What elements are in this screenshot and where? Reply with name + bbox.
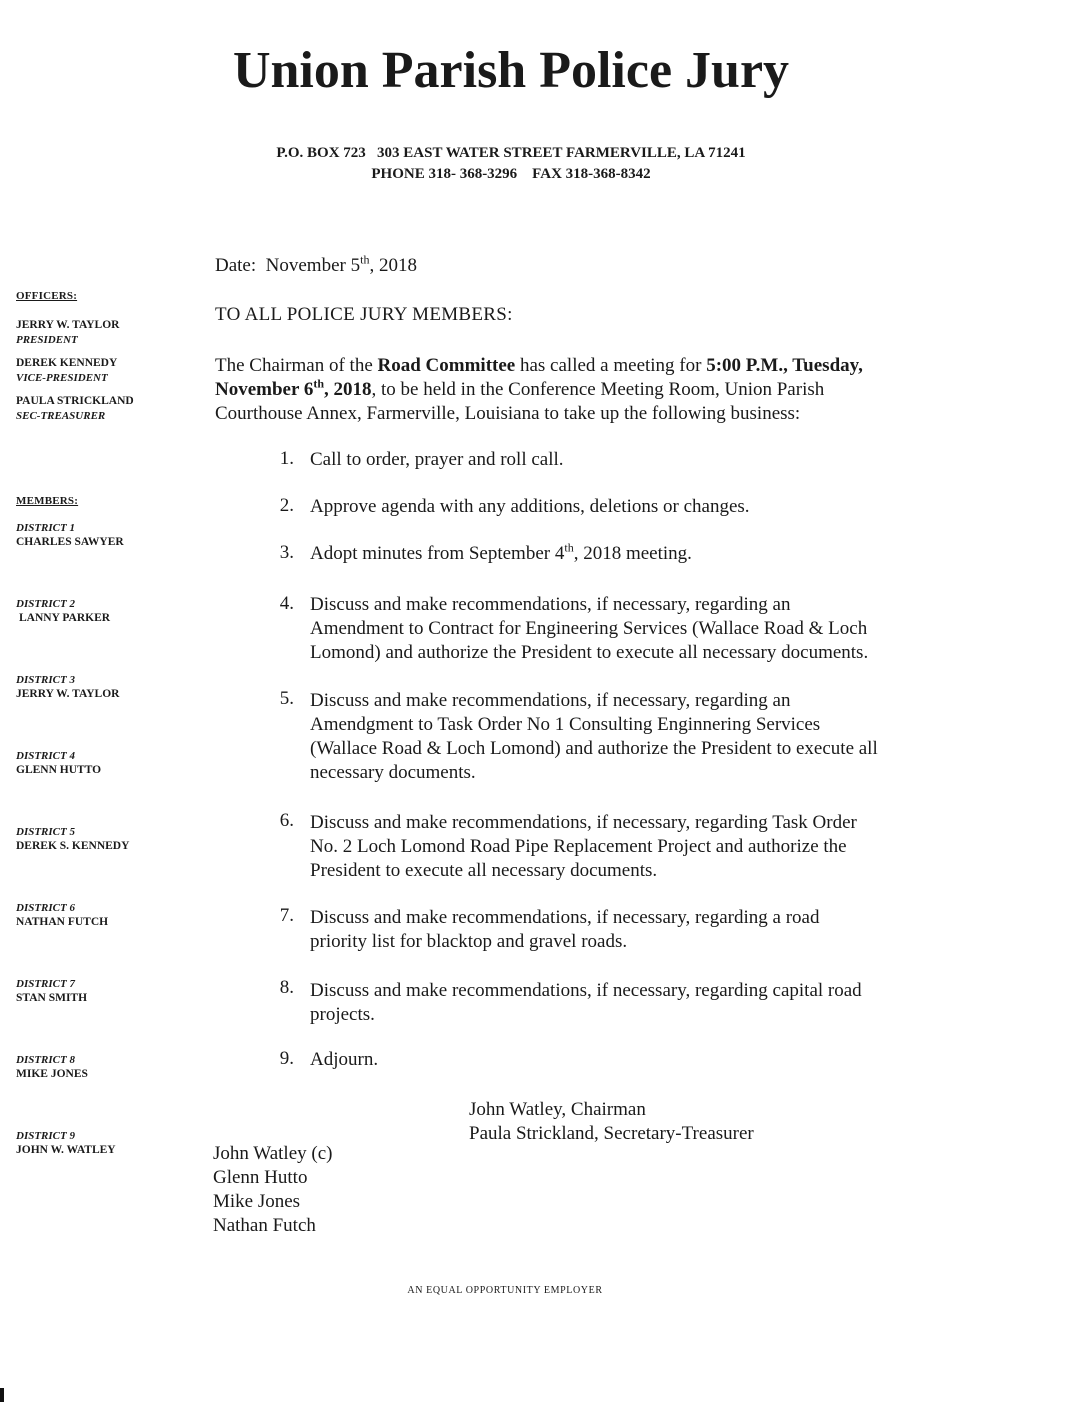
member-name: CHARLES SAWYER	[16, 536, 124, 548]
agenda-number: 7.	[279, 905, 294, 926]
member-name: GLENN HUTTO	[16, 764, 102, 776]
officer-role: VICE-PRESIDENT	[16, 372, 108, 384]
meeting-date-year: , 2018	[324, 379, 372, 400]
member-name: JERRY W. TAYLOR	[16, 688, 120, 700]
letterhead-address	[0, 143, 1022, 185]
member-name: STAN SMITH	[16, 992, 88, 1004]
member-district: DISTRICT 3	[16, 674, 75, 686]
signature-line: John Watley, Chairman	[469, 1099, 646, 1120]
agenda-line: Adjourn.	[310, 1049, 379, 1070]
agenda-item	[310, 542, 960, 566]
intro-line-2	[215, 378, 960, 402]
address-line-2: PHONE 318- 368-3296 FAX 318-368-8342	[371, 166, 651, 182]
address-line-1: P.O. BOX 723 303 EAST WATER STREET FARMERVILLE, LA 71241	[276, 145, 746, 161]
agenda-item	[310, 979, 960, 1027]
officer-entry	[16, 318, 196, 347]
agenda-line: No. 2 Loch Lomond Road Pipe Replacement Project and authorize the	[310, 836, 847, 857]
agenda-line: Lomond) and authorize the President to execute all necessary documents.	[310, 642, 869, 663]
member-name: LANNY PARKER	[19, 612, 111, 624]
agenda-item	[310, 448, 960, 472]
agenda-line: Adopt minutes from September 4	[310, 543, 565, 564]
member-district: DISTRICT 1	[16, 522, 75, 534]
agenda-line: Discuss and make recommendations, if necessary, regarding an	[310, 690, 791, 711]
date-value: November 5	[265, 255, 361, 276]
member-name: JOHN W. WATLEY	[16, 1144, 116, 1156]
intro-text: , to be held in the Conference Meeting Room, Union Parish	[371, 379, 825, 400]
member-entry	[16, 977, 196, 1053]
agenda-line: Amendgment to Task Order No 1 Consulting Enginnering Services	[310, 714, 821, 735]
member-district: DISTRICT 8	[16, 1054, 75, 1066]
footer-text: AN EQUAL OPPORTUNITY EMPLOYER	[407, 1285, 603, 1296]
date-suffix: th	[360, 252, 370, 267]
intro-text: The Chairman of the	[215, 355, 378, 376]
meeting-time: 5:00 P.M., Tuesday,	[706, 355, 863, 376]
member-district: DISTRICT 2	[16, 598, 75, 610]
agenda-number: 2.	[279, 495, 294, 516]
agenda-number: 3.	[279, 542, 294, 563]
agenda-suffix: th	[564, 540, 574, 555]
officer-name: JERRY W. TAYLOR	[16, 319, 120, 331]
committee-member: Mike Jones	[213, 1191, 301, 1212]
agenda-item	[310, 593, 960, 665]
officer-role: SEC-TREASURER	[16, 410, 106, 422]
member-entry	[16, 825, 196, 901]
date-label: Date:	[215, 255, 257, 276]
member-name: MIKE JONES	[16, 1068, 88, 1080]
member-entry	[16, 1129, 196, 1205]
officer-entry	[16, 394, 196, 423]
agenda-line: projects.	[310, 1004, 375, 1025]
salutation: TO ALL POLICE JURY MEMBERS:	[215, 304, 513, 325]
member-entry	[16, 673, 196, 749]
agenda-number: 9.	[279, 1048, 294, 1069]
officer-name: DEREK KENNEDY	[16, 357, 118, 369]
member-name: DEREK S. KENNEDY	[16, 840, 130, 852]
agenda-line: , 2018 meeting.	[573, 543, 692, 564]
agenda-item	[310, 1048, 960, 1072]
officer-role: PRESIDENT	[16, 334, 78, 346]
agenda-number: 8.	[279, 977, 294, 998]
intro-line-1	[215, 354, 960, 378]
agenda-number: 6.	[279, 810, 294, 831]
agenda-item	[310, 811, 960, 883]
intro-line-3: Courthouse Annex, Farmerville, Louisiana to take up the following business:	[215, 403, 801, 424]
committee-member: John Watley (c)	[213, 1143, 333, 1164]
agenda-line: necessary documents.	[310, 762, 476, 783]
officer-entry	[16, 356, 196, 385]
intro-paragraph	[215, 354, 960, 426]
date-year: , 2018	[369, 255, 417, 276]
meeting-date-suffix: th	[313, 376, 324, 391]
agenda-line: Call to order, prayer and roll call.	[310, 449, 564, 470]
date-line	[215, 254, 417, 278]
meeting-date	[215, 376, 372, 400]
agenda-line: Discuss and make recommendations, if necessary, regarding Task Order	[310, 812, 857, 833]
agenda-number: 4.	[279, 593, 294, 614]
intro-text: has called a meeting for	[515, 355, 707, 376]
signature-line: Paula Strickland, Secretary-Treasurer	[469, 1123, 754, 1144]
member-entry	[16, 1053, 196, 1129]
member-district: DISTRICT 9	[16, 1130, 75, 1142]
agenda-line: Discuss and make recommendations, if necessary, regarding a road	[310, 907, 820, 928]
agenda-line: Discuss and make recommendations, if necessary, regarding capital road	[310, 980, 862, 1001]
agenda-line: President to execute all necessary documents.	[310, 860, 658, 881]
member-entry	[16, 521, 196, 597]
committee-members-list	[213, 1142, 332, 1238]
member-entry	[16, 597, 196, 673]
meeting-date-text: November 6	[215, 379, 314, 400]
agenda-line: Amendment to Contract for Engineering Services (Wallace Road & Loch	[310, 618, 868, 639]
member-entry	[16, 749, 196, 825]
signature-block	[469, 1098, 754, 1146]
scan-edge-mark	[0, 1388, 4, 1402]
sidebar	[16, 290, 196, 1205]
agenda-item	[310, 906, 960, 954]
member-district: DISTRICT 4	[16, 750, 75, 762]
agenda-number: 5.	[279, 688, 294, 709]
officers-heading: OFFICERS:	[16, 290, 78, 302]
agenda-item	[310, 689, 960, 785]
member-name: NATHAN FUTCH	[16, 916, 109, 928]
agenda-line: Discuss and make recommendations, if necessary, regarding an	[310, 594, 791, 615]
committee-member: Nathan Futch	[213, 1215, 316, 1236]
member-entry	[16, 901, 196, 977]
member-district: DISTRICT 6	[16, 902, 75, 914]
agenda-line: (Wallace Road & Loch Lomond) and authorize the President to execute all	[310, 738, 878, 759]
committee-name: Road Committee	[377, 355, 516, 376]
agenda-line: Approve agenda with any additions, deletions or changes.	[310, 496, 750, 517]
committee-member: Glenn Hutto	[213, 1167, 308, 1188]
agenda-item	[310, 495, 960, 519]
letterhead-title: Union Parish Police Jury	[232, 42, 790, 99]
members-heading: MEMBERS:	[16, 495, 79, 507]
member-district: DISTRICT 7	[16, 978, 75, 990]
member-district: DISTRICT 5	[16, 826, 75, 838]
agenda-line: priority list for blacktop and gravel roads.	[310, 931, 628, 952]
agenda-number: 1.	[279, 448, 294, 469]
officer-name: PAULA STRICKLAND	[16, 395, 134, 407]
